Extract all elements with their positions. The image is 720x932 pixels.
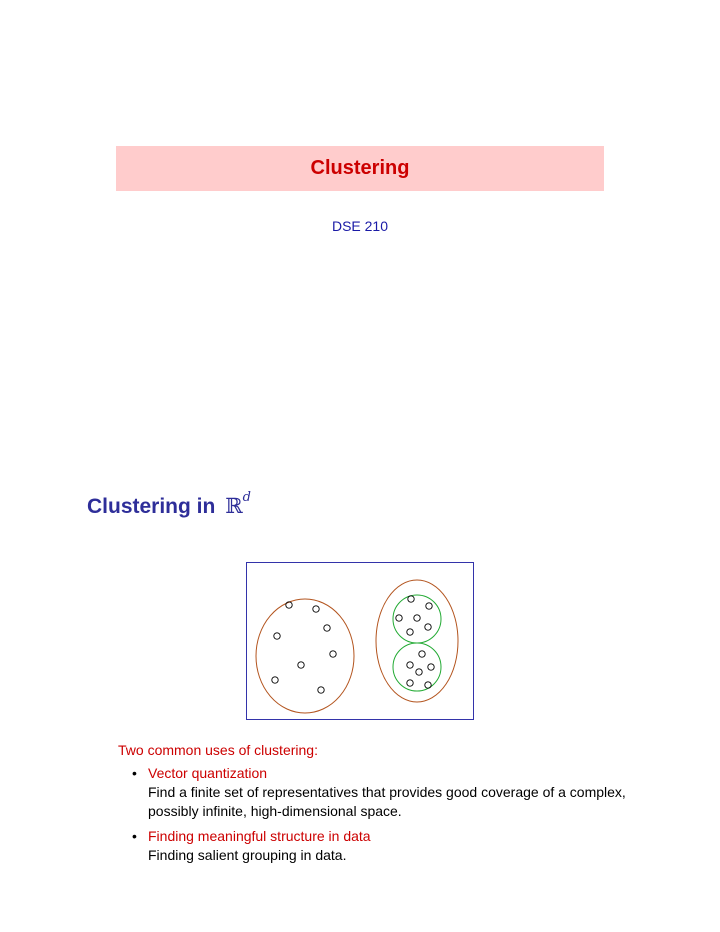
- lower-subcluster-points: [407, 651, 434, 688]
- data-point: [318, 687, 324, 693]
- list-item: [118, 764, 678, 821]
- data-point: [286, 602, 292, 608]
- course-code: DSE 210: [331, 218, 389, 234]
- data-point: [396, 615, 402, 621]
- left-cluster-boundary: [256, 599, 354, 713]
- data-point: [419, 651, 425, 657]
- data-point: [324, 625, 330, 631]
- heading-superscript: d: [242, 490, 251, 505]
- data-point: [272, 677, 278, 683]
- clustering-diagram: [246, 562, 474, 720]
- data-point: [425, 682, 431, 688]
- upper-subcluster-boundary: [393, 595, 441, 643]
- data-point: [330, 651, 336, 657]
- heading-text: Clustering in: [87, 495, 216, 518]
- bullet-description: Finding salient grouping in data.: [148, 847, 347, 863]
- slide-heading: [87, 490, 251, 519]
- data-point: [407, 662, 413, 668]
- data-point: [274, 633, 280, 639]
- upper-subcluster-points: [396, 596, 432, 635]
- data-point: [414, 615, 420, 621]
- bullet-description: Find a finite set of representatives that provides good coverage of a complex, possibly infinite, high-dimensional space.: [148, 784, 626, 819]
- slide-title: Clustering: [310, 157, 410, 179]
- data-point: [408, 596, 414, 602]
- bullet-icon: •: [132, 828, 137, 844]
- bullet-label: Finding meaningful structure in data: [148, 828, 371, 844]
- uses-section: [118, 741, 678, 871]
- list-item: [118, 827, 678, 865]
- data-point: [425, 624, 431, 630]
- data-point: [313, 606, 319, 612]
- data-point: [416, 669, 422, 675]
- bullet-icon: •: [132, 765, 137, 781]
- title-bar: [116, 146, 604, 191]
- bullet-label: Vector quantization: [148, 765, 268, 781]
- data-point: [426, 603, 432, 609]
- left-points: [272, 602, 336, 693]
- data-point: [298, 662, 304, 668]
- right-cluster-boundary: [376, 580, 458, 702]
- data-point: [428, 664, 434, 670]
- data-point: [407, 629, 413, 635]
- uses-list: [118, 764, 678, 865]
- uses-intro: Two common uses of clustering:: [118, 742, 318, 758]
- data-point: [407, 680, 413, 686]
- diagram-frame: [247, 563, 474, 720]
- heading-math-symbol: ℝ: [225, 494, 243, 518]
